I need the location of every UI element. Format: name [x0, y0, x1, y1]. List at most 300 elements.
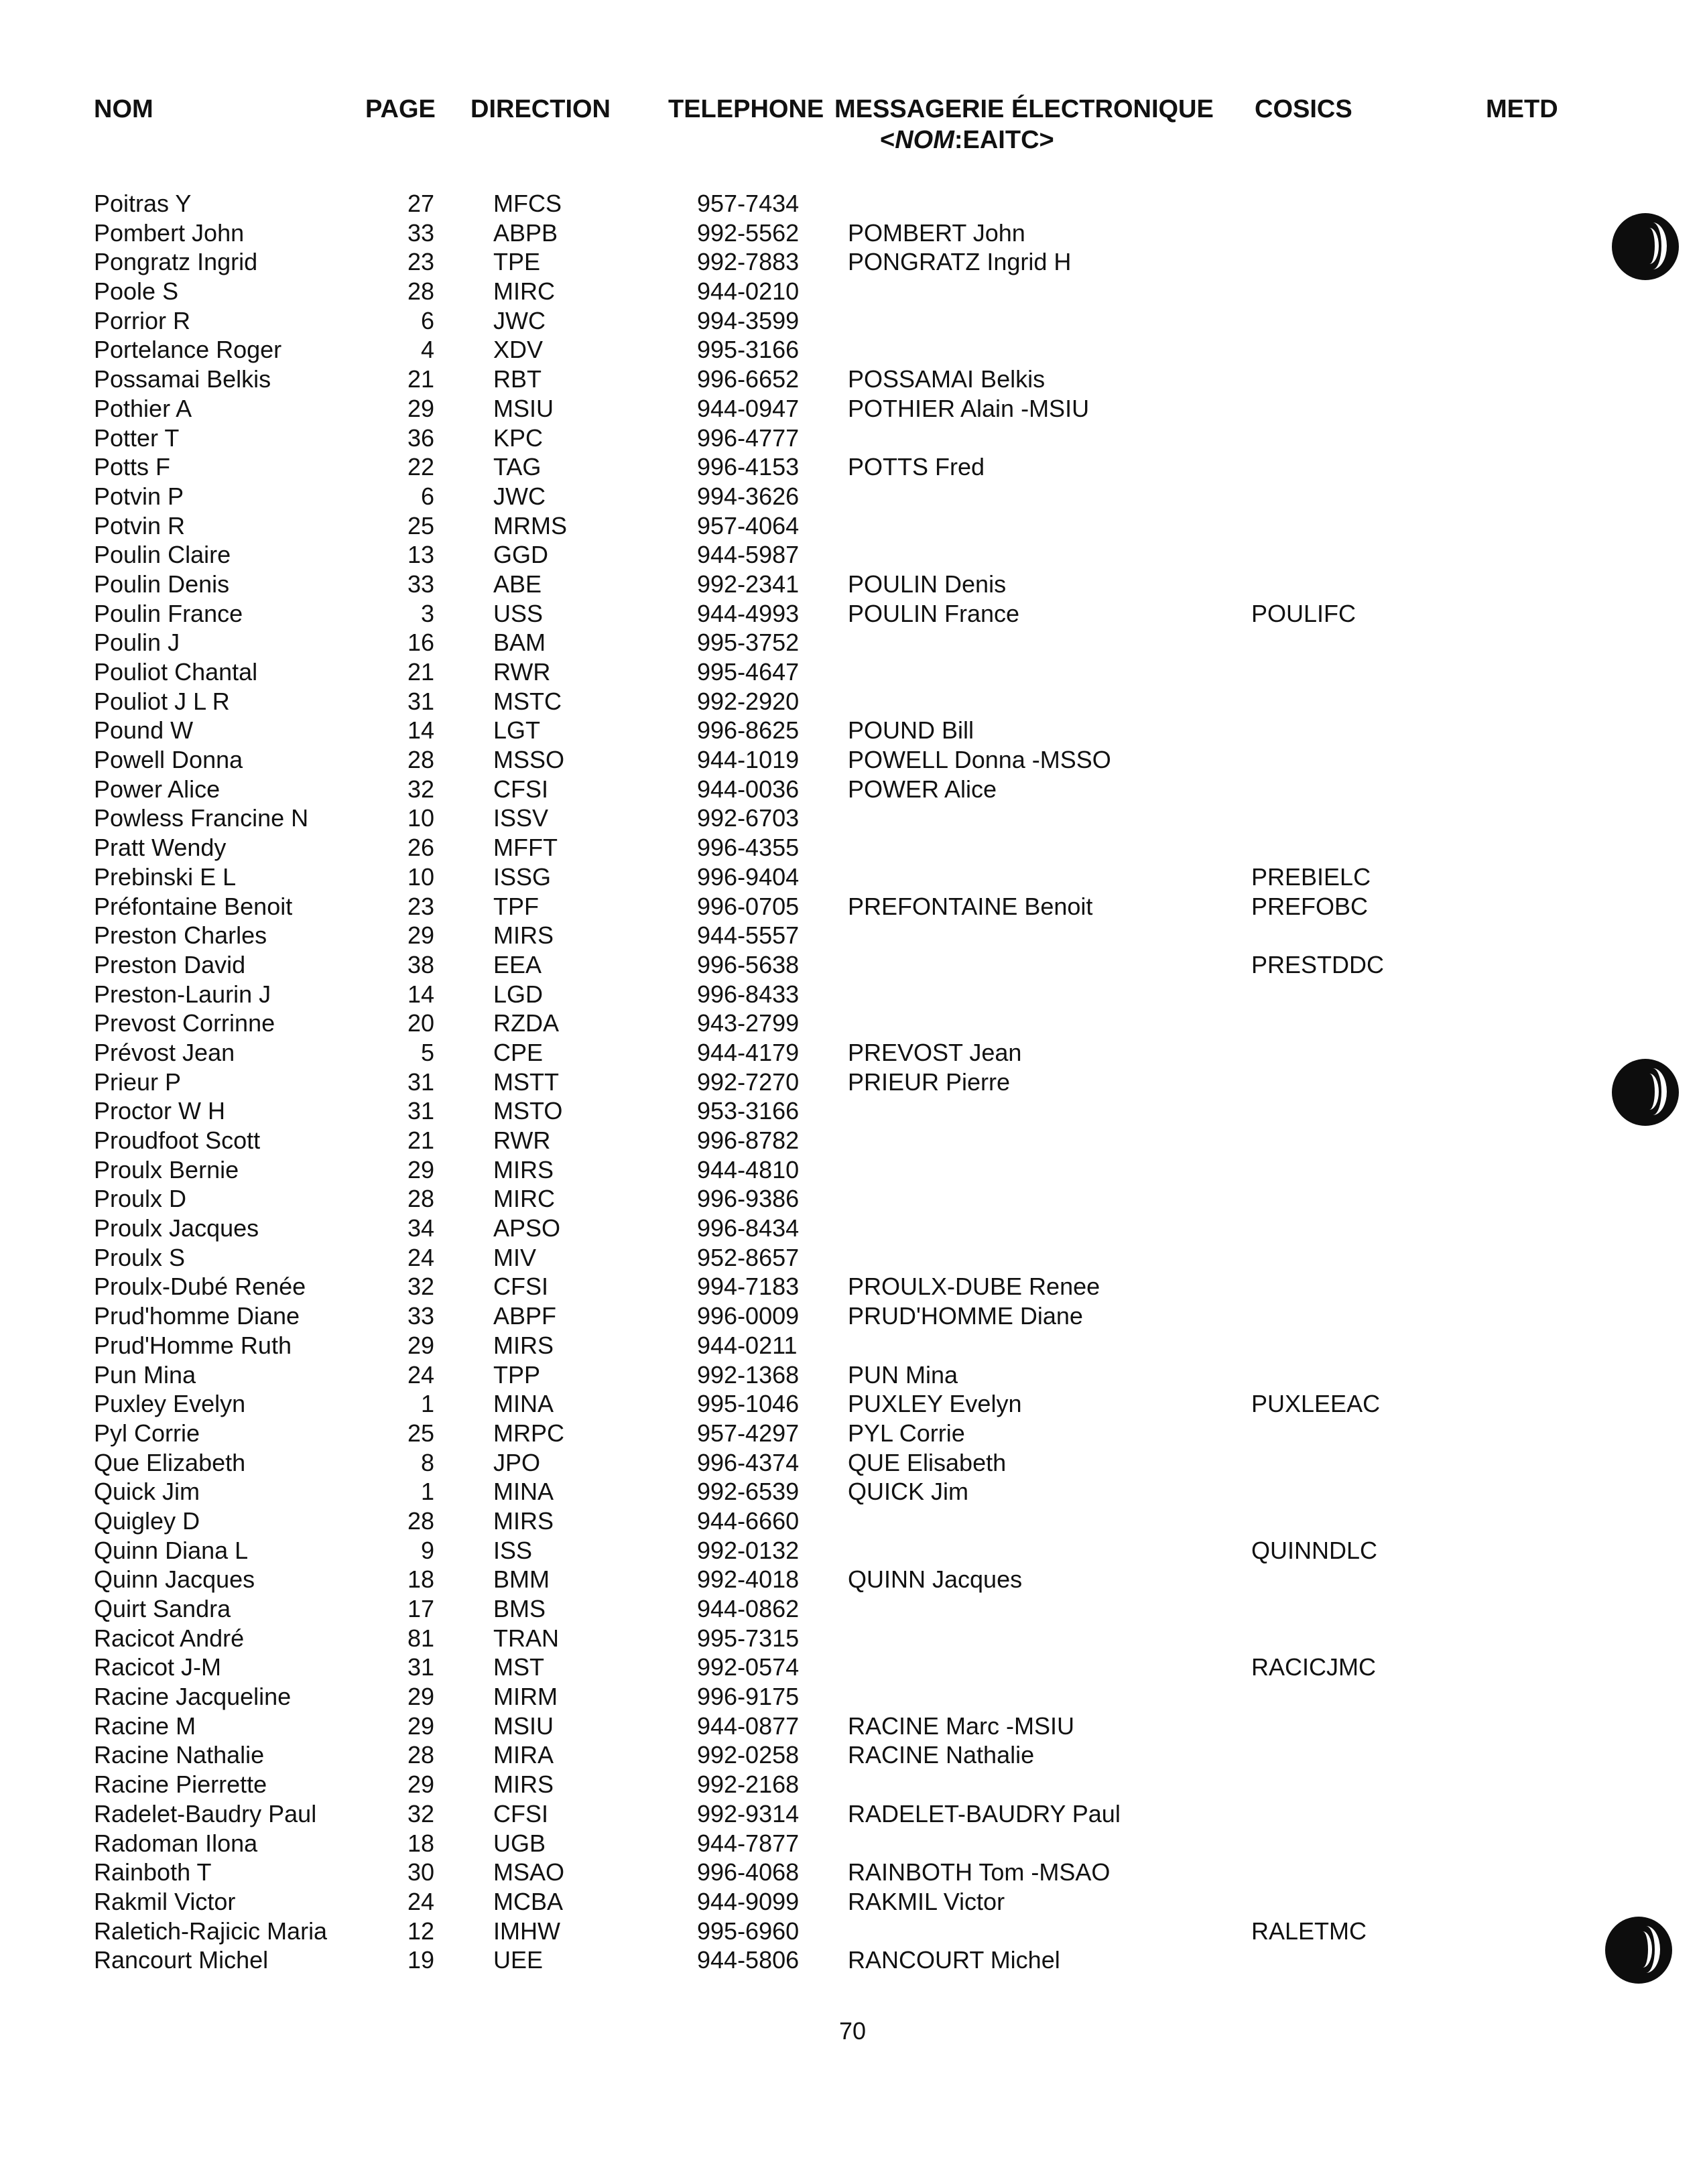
- page-cell: 4: [420, 336, 434, 364]
- header-messagerie: MESSAGERIE ÉLECTRONIQUE: [834, 95, 1214, 123]
- direction-cell: MSTO: [493, 1097, 563, 1125]
- nom-cell: Quirt Sandra: [94, 1595, 231, 1622]
- nom-cell: Racine Pierrette: [94, 1771, 267, 1799]
- table-row: [0, 218, 1705, 248]
- cosics-cell: PUXLEEAC: [1251, 1390, 1381, 1418]
- table-row: [0, 745, 1705, 775]
- table-row: [0, 570, 1705, 599]
- telephone-cell: 992-9314: [697, 1799, 800, 1827]
- table-row: [0, 657, 1705, 687]
- nom-cell: Potter T: [94, 424, 180, 452]
- table-row: [0, 1887, 1705, 1917]
- cosics-cell: PRESTDDC: [1251, 950, 1385, 978]
- telephone-cell: 992-2920: [697, 687, 800, 715]
- nom-cell: Rakmil Victor: [94, 1887, 236, 1915]
- telephone-cell: 992-0574: [697, 1653, 800, 1681]
- page-cell: 26: [407, 834, 434, 862]
- page-cell: 14: [407, 980, 434, 1008]
- table-row: [0, 687, 1705, 716]
- page-cell: 23: [407, 892, 434, 920]
- page-cell: 6: [420, 482, 434, 510]
- telephone-cell: 996-5638: [697, 950, 800, 978]
- nom-cell: Prebinski E L: [94, 862, 237, 891]
- telephone-cell: 992-2341: [697, 570, 800, 598]
- telephone-cell: 992-5562: [697, 218, 800, 247]
- telephone-cell: 996-8434: [697, 1214, 800, 1242]
- table-row: [0, 1594, 1705, 1624]
- page-cell: 29: [407, 921, 434, 950]
- table-row: [0, 1272, 1705, 1301]
- telephone-cell: 995-7315: [697, 1624, 800, 1652]
- nom-cell: Potts F: [94, 453, 171, 481]
- email-cell: POWELL Donna -MSSO: [848, 746, 1111, 774]
- table-row: [0, 540, 1705, 570]
- page-cell: 25: [407, 511, 434, 539]
- email-cell: RACINE Marc -MSIU: [848, 1712, 1075, 1740]
- header-messagerie-format-italic: NOM: [895, 126, 954, 154]
- direction-cell: RZDA: [493, 1009, 559, 1037]
- page-cell: 31: [407, 1068, 434, 1096]
- telephone-cell: 944-0877: [697, 1712, 800, 1740]
- table-row: [0, 1653, 1705, 1682]
- nom-cell: Proulx Jacques: [94, 1214, 259, 1242]
- table-row: [0, 599, 1705, 629]
- page-cell: 24: [407, 1887, 434, 1915]
- email-cell: QUE Elisabeth: [848, 1448, 1007, 1476]
- telephone-cell: 996-4068: [697, 1858, 800, 1886]
- telephone-cell: 995-3166: [697, 336, 800, 364]
- direction-cell: MSIU: [493, 1712, 554, 1740]
- page-cell: 5: [420, 1038, 434, 1066]
- telephone-cell: 992-1368: [697, 1360, 800, 1389]
- nom-cell: Poole S: [94, 277, 179, 306]
- page-cell: 29: [407, 1771, 434, 1799]
- table-row: [0, 950, 1705, 980]
- nom-cell: Pongratz Ingrid: [94, 248, 258, 276]
- nom-cell: Pratt Wendy: [94, 834, 227, 862]
- table-row: [0, 1126, 1705, 1155]
- nom-cell: Proulx-Dubé Renée: [94, 1273, 306, 1301]
- telephone-cell: 996-9386: [697, 1185, 800, 1213]
- nom-cell: Quigley D: [94, 1506, 200, 1535]
- telephone-cell: 992-7883: [697, 248, 800, 276]
- telephone-cell: 996-0705: [697, 892, 800, 920]
- table-row: [0, 775, 1705, 804]
- telephone-cell: 944-5806: [697, 1946, 800, 1974]
- nom-cell: Power Alice: [94, 775, 220, 803]
- page-cell: 13: [407, 541, 434, 569]
- page-cell: 34: [407, 1214, 434, 1242]
- nom-cell: Racine Jacqueline: [94, 1683, 292, 1711]
- nom-cell: Racine Nathalie: [94, 1741, 265, 1769]
- direction-cell: UEE: [493, 1946, 544, 1974]
- page-cell: 14: [407, 716, 434, 745]
- table-row: [0, 247, 1705, 277]
- table-row: [0, 277, 1705, 306]
- direction-cell: MFCS: [493, 190, 562, 217]
- direction-cell: MSIU: [493, 394, 554, 422]
- direction-cell: MSTT: [493, 1068, 559, 1096]
- table-row: [0, 1506, 1705, 1536]
- page-cell: 28: [407, 1741, 434, 1769]
- page-cell: 33: [407, 218, 434, 247]
- nom-cell: Pothier A: [94, 394, 192, 422]
- email-cell: PUXLEY Evelyn: [848, 1390, 1022, 1418]
- nom-cell: Pouliot J L R: [94, 687, 230, 715]
- direction-cell: ISSG: [493, 862, 552, 891]
- table-row: [0, 1682, 1705, 1712]
- direction-cell: MINA: [493, 1478, 554, 1506]
- nom-cell: Powell Donna: [94, 746, 243, 774]
- direction-cell: MIRS: [493, 921, 554, 950]
- nom-cell: Préfontaine Benoit: [94, 892, 293, 920]
- page-cell: 31: [407, 1097, 434, 1125]
- page-cell: 32: [407, 1273, 434, 1301]
- table-row: [0, 1858, 1705, 1887]
- nom-cell: Proctor W H: [94, 1097, 226, 1125]
- email-cell: RAINBOTH Tom -MSAO: [848, 1858, 1111, 1886]
- direction-cell: MSTC: [493, 687, 562, 715]
- telephone-cell: 944-1019: [697, 746, 800, 774]
- page-cell: 29: [407, 1331, 434, 1359]
- table-row: [0, 1009, 1705, 1038]
- direction-cell: APSO: [493, 1214, 561, 1242]
- page-cell: 32: [407, 1799, 434, 1827]
- direction-cell: JWC: [493, 482, 546, 510]
- email-cell: POUND Bill: [848, 716, 974, 745]
- cosics-cell: PREBIELC: [1251, 862, 1371, 891]
- nom-cell: Pombert John: [94, 218, 245, 247]
- nom-cell: Proulx S: [94, 1243, 186, 1271]
- email-cell: RADELET-BAUDRY Paul: [848, 1799, 1121, 1827]
- telephone-cell: 944-9099: [697, 1887, 800, 1915]
- page-cell: 30: [407, 1858, 434, 1886]
- nom-cell: Preston Charles: [94, 921, 267, 950]
- email-cell: POULIN France: [848, 599, 1020, 627]
- table-row: [0, 452, 1705, 482]
- telephone-cell: 944-4179: [697, 1038, 800, 1066]
- table-row: [0, 511, 1705, 541]
- email-cell: RANCOURT Michel: [848, 1946, 1060, 1974]
- page-cell: 28: [407, 1185, 434, 1213]
- telephone-cell: 992-0132: [697, 1536, 800, 1564]
- direction-cell: MIRM: [493, 1683, 558, 1711]
- email-cell: QUINN Jacques: [848, 1565, 1023, 1594]
- direction-cell: TPP: [493, 1360, 541, 1389]
- page-cell: 28: [407, 1506, 434, 1535]
- telephone-cell: 944-5987: [697, 541, 800, 569]
- nom-cell: Racicot André: [94, 1624, 245, 1652]
- direction-cell: MFFT: [493, 834, 558, 862]
- table-row: [0, 1829, 1705, 1858]
- nom-cell: Racicot J-M: [94, 1653, 222, 1681]
- email-cell: POWER Alice: [848, 775, 997, 803]
- direction-cell: CPE: [493, 1038, 544, 1066]
- direction-cell: MSSO: [493, 746, 565, 774]
- direction-cell: MIRS: [493, 1771, 554, 1799]
- telephone-cell: 995-4647: [697, 658, 800, 686]
- nom-cell: Rainboth T: [94, 1858, 212, 1886]
- page-cell: 24: [407, 1360, 434, 1389]
- table-row: [0, 1917, 1705, 1946]
- table-row: [0, 1331, 1705, 1360]
- table-row: [0, 1799, 1705, 1829]
- page-cell: 29: [407, 1712, 434, 1740]
- direction-cell: MIRS: [493, 1506, 554, 1535]
- page-cell: 9: [420, 1536, 434, 1564]
- direction-cell: TPE: [493, 248, 541, 276]
- telephone-cell: 995-3752: [697, 629, 800, 657]
- telephone-cell: 992-0258: [697, 1741, 800, 1769]
- table-row: [0, 1184, 1705, 1214]
- direction-cell: MIRC: [493, 1185, 555, 1213]
- direction-cell: MCBA: [493, 1887, 564, 1915]
- direction-cell: MIRC: [493, 277, 555, 306]
- telephone-cell: 944-5557: [697, 921, 800, 950]
- page-cell: 33: [407, 1302, 434, 1330]
- nom-cell: Radelet-Baudry Paul: [94, 1799, 317, 1827]
- email-cell: POSSAMAI Belkis: [848, 365, 1046, 393]
- telephone-cell: 994-7183: [697, 1273, 800, 1301]
- page-cell: 29: [407, 394, 434, 422]
- nom-cell: Powless Francine N: [94, 804, 309, 832]
- telephone-cell: 943-2799: [697, 1009, 800, 1037]
- email-cell: PREVOST Jean: [848, 1038, 1022, 1066]
- page-cell: 10: [407, 862, 434, 891]
- nom-cell: Racine M: [94, 1712, 196, 1740]
- direction-cell: BMS: [493, 1595, 546, 1622]
- hole-punch-icon: [1605, 1917, 1672, 1984]
- email-cell: QUICK Jim: [848, 1478, 968, 1506]
- page-number: 70: [838, 2017, 867, 2045]
- header-messagerie-format: <NOM:EAITC>: [880, 126, 1054, 154]
- nom-cell: Proulx Bernie: [94, 1155, 239, 1183]
- table-row: [0, 189, 1705, 218]
- direction-cell: MRMS: [493, 511, 567, 539]
- nom-cell: Poulin J: [94, 629, 180, 657]
- page-cell: 36: [407, 424, 434, 452]
- table-row: [0, 1096, 1705, 1126]
- table-row: [0, 1038, 1705, 1068]
- table-row: [0, 1712, 1705, 1741]
- email-cell: PUN Mina: [848, 1360, 958, 1389]
- direction-cell: RWR: [493, 658, 551, 686]
- telephone-cell: 996-8625: [697, 716, 800, 745]
- nom-cell: Potvin R: [94, 511, 186, 539]
- telephone-cell: 994-3626: [697, 482, 800, 510]
- page-cell: 1: [420, 1478, 434, 1506]
- telephone-cell: 996-6652: [697, 365, 800, 393]
- direction-cell: MIRA: [493, 1741, 554, 1769]
- telephone-cell: 996-8433: [697, 980, 800, 1008]
- page-cell: 3: [420, 599, 434, 627]
- telephone-cell: 996-4374: [697, 1448, 800, 1476]
- nom-cell: Quinn Jacques: [94, 1565, 255, 1594]
- direction-cell: BMM: [493, 1565, 550, 1594]
- telephone-cell: 952-8657: [697, 1243, 800, 1271]
- table-row: [0, 921, 1705, 950]
- email-cell: POMBERT John: [848, 218, 1025, 247]
- nom-cell: Quick Jim: [94, 1478, 200, 1506]
- direction-cell: ISSV: [493, 804, 549, 832]
- page-cell: 29: [407, 1683, 434, 1711]
- page-cell: 8: [420, 1448, 434, 1476]
- direction-cell: TPF: [493, 892, 539, 920]
- page-cell: 22: [407, 453, 434, 481]
- page-cell: 31: [407, 687, 434, 715]
- table-row: [0, 1301, 1705, 1331]
- cosics-cell: RALETMC: [1251, 1917, 1367, 1945]
- nom-cell: Proudfoot Scott: [94, 1127, 261, 1154]
- table-row: [0, 1770, 1705, 1799]
- nom-cell: Radoman Ilona: [94, 1829, 258, 1857]
- table-row: [0, 365, 1705, 394]
- telephone-cell: 944-4810: [697, 1155, 800, 1183]
- telephone-cell: 992-2168: [697, 1771, 800, 1799]
- page-cell: 18: [407, 1829, 434, 1857]
- table-row: [0, 1536, 1705, 1565]
- page-cell: 25: [407, 1419, 434, 1447]
- nom-cell: Preston-Laurin J: [94, 980, 271, 1008]
- direction-cell: MSAO: [493, 1858, 565, 1886]
- email-cell: PREFONTAINE Benoit: [848, 892, 1093, 920]
- direction-cell: ISS: [493, 1536, 533, 1564]
- page-cell: 81: [407, 1624, 434, 1652]
- table-row: [0, 1945, 1705, 1975]
- table-row: [0, 1360, 1705, 1390]
- table-row: [0, 716, 1705, 745]
- nom-cell: Possamai Belkis: [94, 365, 271, 393]
- nom-cell: Que Elizabeth: [94, 1448, 246, 1476]
- direction-cell: XDV: [493, 336, 544, 364]
- email-cell: POTTS Fred: [848, 453, 985, 481]
- header-cosics: COSICS: [1255, 95, 1352, 123]
- telephone-cell: 995-6960: [697, 1917, 800, 1945]
- telephone-cell: 944-7877: [697, 1829, 800, 1857]
- table-row: [0, 1477, 1705, 1506]
- page-cell: 21: [407, 658, 434, 686]
- page-cell: 21: [407, 1127, 434, 1154]
- telephone-cell: 944-0862: [697, 1595, 800, 1622]
- nom-cell: Preston David: [94, 950, 246, 978]
- telephone-cell: 957-4297: [697, 1419, 800, 1447]
- telephone-cell: 996-9175: [697, 1683, 800, 1711]
- direction-cell: ABPF: [493, 1302, 557, 1330]
- nom-cell: Prud'homme Diane: [94, 1302, 300, 1330]
- direction-cell: RBT: [493, 365, 542, 393]
- direction-cell: LGD: [493, 980, 544, 1008]
- table-row: [0, 1243, 1705, 1273]
- direction-cell: UGB: [493, 1829, 546, 1857]
- nom-cell: Poulin Denis: [94, 570, 230, 598]
- telephone-cell: 944-0210: [697, 277, 800, 306]
- table-row: [0, 804, 1705, 833]
- page-cell: 33: [407, 570, 434, 598]
- telephone-cell: 996-0009: [697, 1302, 800, 1330]
- direction-cell: LGT: [493, 716, 541, 745]
- telephone-cell: 992-4018: [697, 1565, 800, 1594]
- telephone-cell: 957-7434: [697, 190, 800, 217]
- hole-punch-icon: [1612, 1059, 1679, 1126]
- page-cell: 31: [407, 1653, 434, 1681]
- header-metd: METD: [1486, 95, 1558, 123]
- nom-cell: Porrior R: [94, 306, 191, 334]
- nom-cell: Proulx D: [94, 1185, 187, 1213]
- header-page: PAGE: [365, 95, 436, 123]
- table-row: [0, 482, 1705, 511]
- telephone-cell: 944-0211: [697, 1331, 798, 1359]
- telephone-cell: 996-4153: [697, 453, 800, 481]
- email-cell: PONGRATZ Ingrid H: [848, 248, 1072, 276]
- nom-cell: Poulin France: [94, 599, 243, 627]
- page-cell: 29: [407, 1155, 434, 1183]
- nom-cell: Pun Mina: [94, 1360, 196, 1389]
- direction-cell: RWR: [493, 1127, 551, 1154]
- nom-cell: Pouliot Chantal: [94, 658, 258, 686]
- table-row: [0, 394, 1705, 424]
- direction-cell: JPO: [493, 1448, 541, 1476]
- table-row: [0, 335, 1705, 365]
- nom-cell: Poulin Claire: [94, 541, 231, 569]
- direction-cell: ABE: [493, 570, 542, 598]
- telephone-cell: 996-9404: [697, 862, 800, 891]
- nom-cell: Rancourt Michel: [94, 1946, 269, 1974]
- nom-cell: Portelance Roger: [94, 336, 282, 364]
- table-row: [0, 980, 1705, 1009]
- table-row: [0, 862, 1705, 892]
- email-cell: PROULX-DUBE Renee: [848, 1273, 1100, 1301]
- table-row: [0, 628, 1705, 657]
- direction-cell: BAM: [493, 629, 546, 657]
- nom-cell: Poitras Y: [94, 190, 192, 217]
- page-cell: 20: [407, 1009, 434, 1037]
- page-cell: 10: [407, 804, 434, 832]
- page-cell: 16: [407, 629, 434, 657]
- email-cell: PRUD'HOMME Diane: [848, 1302, 1083, 1330]
- direction-cell: TAG: [493, 453, 542, 481]
- email-cell: RACINE Nathalie: [848, 1741, 1035, 1769]
- nom-cell: Raletich-Rajicic Maria: [94, 1917, 328, 1945]
- direction-cell: USS: [493, 599, 544, 627]
- table-row: [0, 424, 1705, 453]
- table-row: [0, 1419, 1705, 1448]
- direction-cell: KPC: [493, 424, 544, 452]
- email-cell: PYL Corrie: [848, 1419, 965, 1447]
- page-cell: 21: [407, 365, 434, 393]
- nom-cell: Pyl Corrie: [94, 1419, 200, 1447]
- direction-cell: MIRS: [493, 1155, 554, 1183]
- directory-table: [0, 189, 1705, 1975]
- telephone-cell: 995-1046: [697, 1390, 800, 1418]
- table-row: [0, 1740, 1705, 1770]
- page-cell: 28: [407, 746, 434, 774]
- telephone-cell: 957-4064: [697, 511, 800, 539]
- hole-punch-icon: [1612, 213, 1679, 280]
- telephone-cell: 944-4993: [697, 599, 800, 627]
- table-row: [0, 1624, 1705, 1653]
- nom-cell: Puxley Evelyn: [94, 1390, 246, 1418]
- telephone-cell: 944-0947: [697, 394, 800, 422]
- telephone-cell: 992-6703: [697, 804, 800, 832]
- page-cell: 23: [407, 248, 434, 276]
- table-row: [0, 892, 1705, 921]
- direction-cell: MIRS: [493, 1331, 554, 1359]
- email-cell: PRIEUR Pierre: [848, 1068, 1011, 1096]
- page-cell: 38: [407, 950, 434, 978]
- cosics-cell: QUINNDLC: [1251, 1536, 1378, 1564]
- email-cell: POULIN Denis: [848, 570, 1007, 598]
- direction-cell: JWC: [493, 306, 546, 334]
